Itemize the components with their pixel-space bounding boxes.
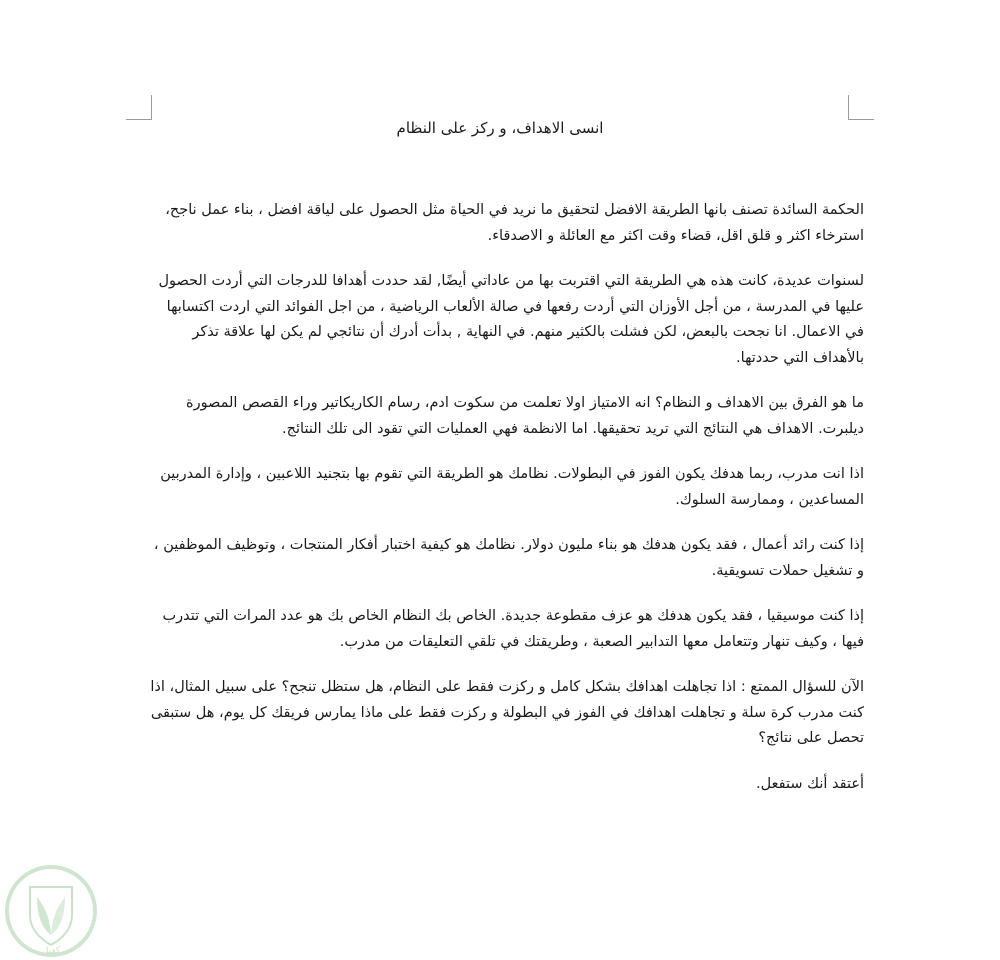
paragraph: إذا كنت موسيقيا ، فقد يكون هدفك هو عزف مقطوعة جديدة. الخاص بك النظام الخاص بك هو عدد المرات التي تتدرب فيها ، وكيف تنهار وتتعامل معها التدابير الصعبة ، وطريقتك في تلقي التعليقات من مدرب. bbox=[162, 608, 864, 650]
paragraph: الحكمة السائدة تصنف بانها الطريقة الافضل لتحقيق ما نريد في الحياة مثل الحصول على لياقة افضل ، بناء عمل ناجح، استرخاء اكثر و قلق اقل، قضاء وقت اكثر مع العائلة و الاصدقاء. bbox=[165, 202, 864, 244]
paragraph: لسنوات عديدة، كانت هذه هي الطريقة التي اقتربت بها من عاداتي أيضًا, لقد حددت أهدافا للدرجات التي أردت الحصول عليها في المدرسة ، من أجل الأوزان التي أردت رفعها في صالة الألعاب الرياضية ، من اجل الفوائد التي اردت اكتسابها في الاعمال. انا نجحت بالبعض، لكن فشلت بالكثير منهم. في النهاية , بدأت أدرك أن نتائجي لم يكن لها علاقة تذكر بالأهداف التي حددتها. bbox=[158, 273, 864, 366]
paragraph: ما هو الفرق بين الاهداف و النظام؟ انه الامتياز اولا تعلمت من سكوت ادم، رسام الكاريكاتير وراء القصص المصورة ديلبرت. الاهداف هي النتائج التي تريد تحقيقها. اما الانظمة فهي العمليات التي تقود الى تلك النتائج. bbox=[185, 395, 864, 437]
paragraph: إذا كنت رائد أعمال ، فقد يكون هدفك هو بناء مليون دولار. نظامك هو كيفية اختبار أفكار المنتجات ، وتوظيف الموظفين ، و تشغيل حملات تسويقية. bbox=[153, 537, 864, 579]
shield-leaf-icon bbox=[3, 863, 99, 959]
page-title: انسى الاهداف، و ركز على النظام bbox=[396, 119, 604, 137]
document-body bbox=[150, 198, 864, 817]
crop-mark-top-left bbox=[126, 95, 152, 120]
paragraph: اذا انت مدرب، ربما هدفك يكون الفوز في البطولات. نظامك هو الطريقة التي تقوم بها بتجنيد اللاعبين ، وإدارة المدربين المساعدين ، وممارسة السلوك. bbox=[160, 466, 864, 508]
crop-mark-top-right bbox=[848, 95, 874, 120]
watermark-label: كفيل bbox=[41, 946, 61, 956]
paragraph: الآن للسؤال الممتع : اذا تجاهلت اهدافك بشكل كامل و ركزت فقط على النظام، هل ستظل تنجح؟ على سبيل المثال، اذا كنت مدرب كرة سلة و تجاهلت اهدافك في الفوز في البطولة و ركزت فقط على ماذا يمارس فريقك كل يوم، هل ستبقى تحصل على نتائج؟ bbox=[150, 679, 864, 746]
paragraph: أعتقد أنك ستفعل. bbox=[756, 775, 864, 792]
